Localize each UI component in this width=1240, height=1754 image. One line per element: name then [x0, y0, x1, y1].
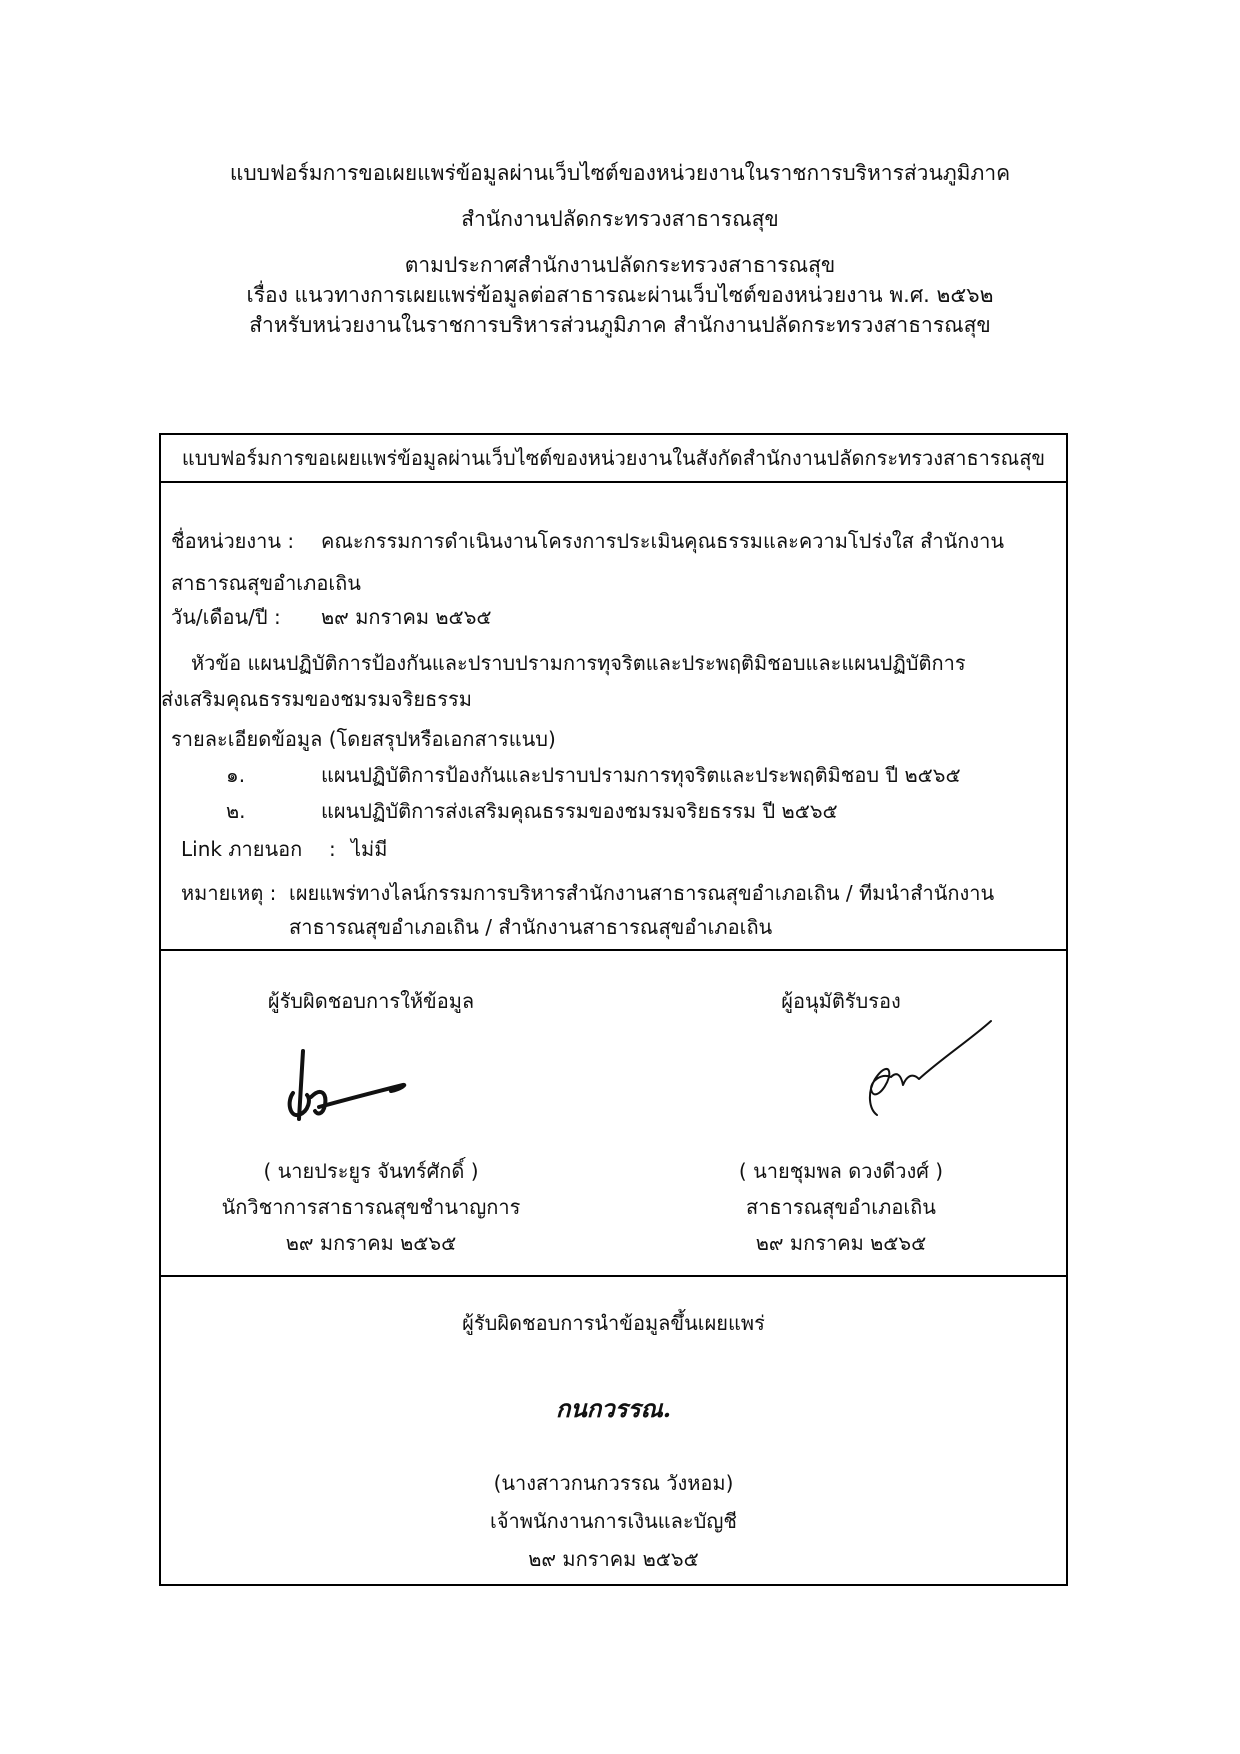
- agency-label: ชื่อหน่วยงาน :: [171, 529, 295, 553]
- item-text: แผนปฏิบัติการส่งเสริมคุณธรรมของชมรมจริยธรรม ปี ๒๕๖๕: [321, 799, 838, 823]
- topic-line-1: หัวข้อ แผนปฏิบัติการป้องกันและปราบปรามการทุจริตและประพฤติมิชอบและแผนปฏิบัติการ: [191, 651, 966, 675]
- right-signer-date: ๒๙ มกราคม ๒๕๖๕: [755, 1231, 927, 1255]
- form-box-title: แบบฟอร์มการขอเผยแพร่ข้อมูลผ่านเว็บไซต์ของหน่วยงานในสังกัดสำนักงานปลัดกระทรวงสาธารณสุข: [161, 435, 1066, 483]
- date-label: วัน/เดือน/ปี :: [171, 605, 281, 629]
- header-line-4: เรื่อง แนวทางการเผยแพร่ข้อมูลต่อสาธารณะผ่านเว็บไซต์ของหน่วยงาน พ.ศ. ๒๕๖๒: [246, 283, 994, 307]
- publisher-heading: ผู้รับผิดชอบการนำข้อมูลขึ้นเผยแพร่: [462, 1311, 765, 1335]
- date-value: ๒๙ มกราคม ๒๕๖๕: [321, 605, 492, 629]
- agency-value-line-1: คณะกรรมการดำเนินงานโครงการประเมินคุณธรรมและความโปร่งใส สำนักงาน: [321, 529, 1005, 553]
- item-text: แผนปฏิบัติการป้องกันและปราบปรามการทุจริตและประพฤติมิชอบ ปี ๒๕๖๕: [321, 763, 961, 787]
- link-label: Link ภายนอก: [181, 837, 303, 861]
- publisher-signature: กนกวรรณ.: [555, 1394, 672, 1423]
- section-divider: [161, 949, 1066, 951]
- header-line-5: สำหรับหน่วยงานในราชการบริหารส่วนภูมิภาค สำนักงานปลัดกระทรวงสาธารณสุข: [249, 313, 991, 337]
- right-signer-position: สาธารณสุขอำเภอเถิน: [746, 1195, 936, 1219]
- link-value: ไม่มี: [351, 837, 388, 861]
- right-signer-name: ( นายชุมพล ดวงดีวงศ์ ): [738, 1159, 944, 1183]
- item-number: ๑.: [226, 763, 246, 787]
- right-signature-heading: ผู้อนุมัติรับรอง: [781, 989, 901, 1013]
- publisher-name: (นางสาวกนกวรรณ วังหอม): [493, 1471, 734, 1495]
- topic-line-2: ส่งเสริมคุณธรรมของชมรมจริยธรรม: [161, 687, 472, 711]
- section-divider: [161, 1275, 1066, 1277]
- left-signature-heading: ผู้รับผิดชอบการให้ข้อมูล: [267, 989, 475, 1013]
- form-box: [159, 433, 1068, 1586]
- note-label: หมายเหตุ :: [181, 881, 277, 905]
- left-signature-image: [281, 1041, 421, 1131]
- header-line-3: ตามประกาศสำนักงานปลัดกระทรวงสาธารณสุข: [404, 253, 836, 277]
- link-separator: :: [329, 837, 336, 861]
- header-line-2: สำนักงานปลัดกระทรวงสาธารณสุข: [461, 207, 779, 231]
- note-line-2: สาธารณสุขอำเภอเถิน / สำนักงานสาธารณสุขอำเภอเถิน: [289, 915, 773, 939]
- left-signer-name: ( นายประยูร จันทร์ศักดิ์ ): [263, 1159, 479, 1183]
- details-label: รายละเอียดข้อมูล (โดยสรุปหรือเอกสารแนบ): [171, 727, 556, 751]
- note-line-1: เผยแพร่ทางไลน์กรรมการบริหารสำนักงานสาธารณสุขอำเภอเถิน / ทีมนำสำนักงาน: [289, 881, 995, 905]
- header-line-1: แบบฟอร์มการขอเผยแพร่ข้อมูลผ่านเว็บไซต์ของหน่วยงานในราชการบริหารส่วนภูมิภาค: [229, 161, 1011, 185]
- left-signer-date: ๒๙ มกราคม ๒๕๖๕: [285, 1231, 457, 1255]
- publisher-position: เจ้าพนักงานการเงินและบัญชี: [490, 1509, 737, 1533]
- item-number: ๒.: [226, 799, 246, 823]
- agency-value-line-2: สาธารณสุขอำเภอเถิน: [171, 571, 361, 595]
- publisher-date: ๒๙ มกราคม ๒๕๖๕: [528, 1547, 699, 1571]
- right-signature-image: [841, 1015, 1001, 1125]
- left-signer-position: นักวิชาการสาธารณสุขชำนาญการ: [221, 1195, 521, 1219]
- document-header: [0, 158, 1240, 340]
